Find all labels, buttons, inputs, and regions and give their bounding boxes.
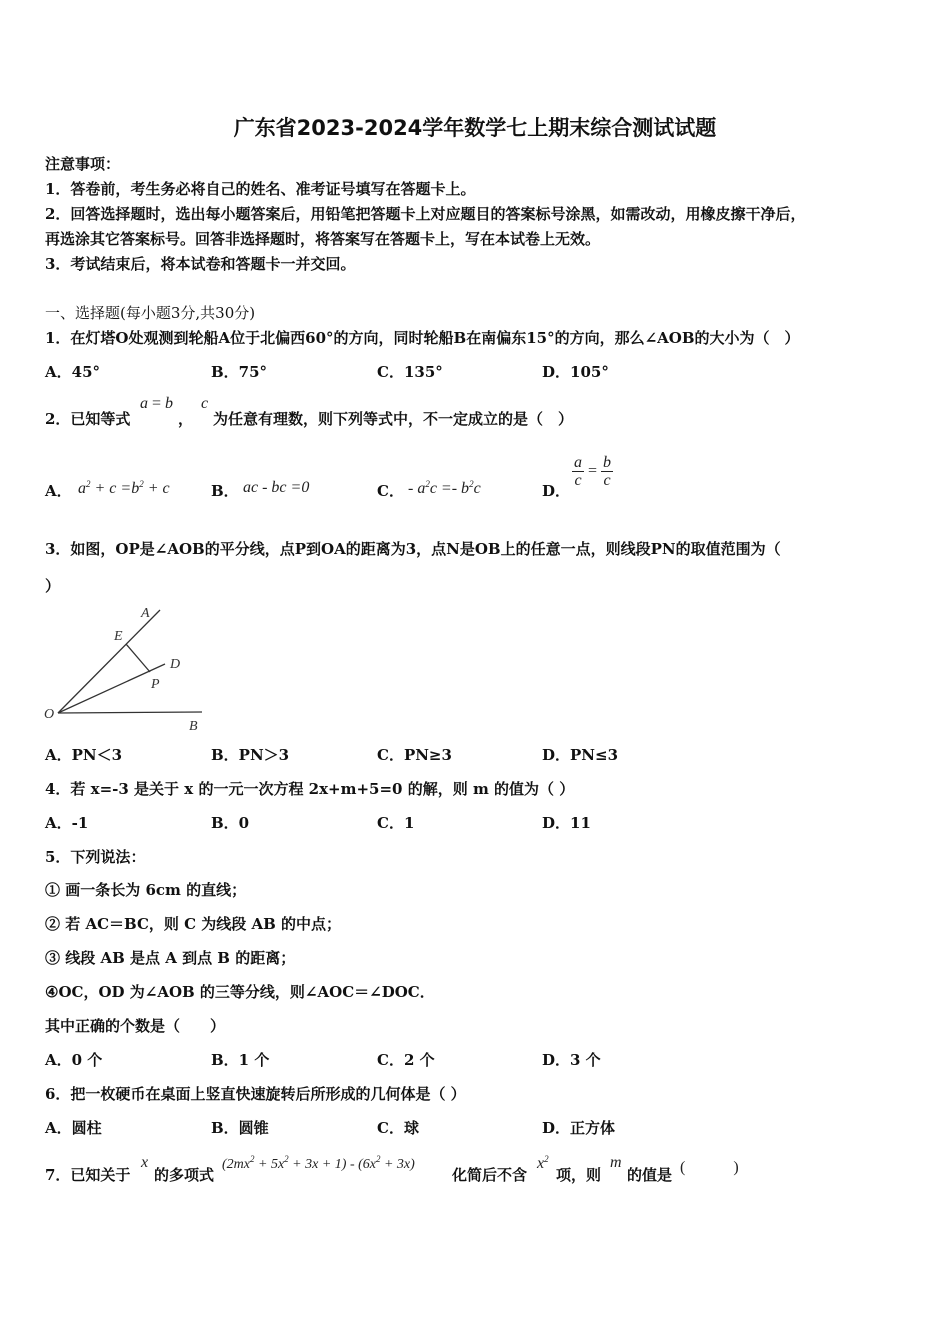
notice-item-1: 1．答卷前，考生务必将自己的姓名、准考证号填写在答题卡上。 bbox=[45, 180, 476, 198]
q4-option-b: B．0 bbox=[211, 814, 250, 832]
q7-x-squared: $x^2$ bbox=[537, 1154, 549, 1172]
label-b: B bbox=[189, 719, 198, 734]
q7-var-x: x bbox=[141, 1154, 149, 1171]
q7-answer-paren: ( ) bbox=[680, 1159, 739, 1176]
q2-var-c: c bbox=[201, 395, 209, 412]
q2-prefix: 2．已知等式 bbox=[45, 410, 131, 428]
q7-polynomial: $(2mx^2 + 5x^2 + 3x + 1) - (6x^2 + 3x)$ bbox=[222, 1154, 415, 1172]
q5-option-a: A．0 个 bbox=[45, 1051, 103, 1069]
page-title: 广东省2023-2024学年数学七上期末综合测试试题 bbox=[233, 116, 717, 140]
label-e: E bbox=[114, 629, 123, 644]
notice-item-2b: 再选涂其它答案标号。回答非选择题时，将答案写在答题卡上，写在本试卷上无效。 bbox=[45, 230, 601, 248]
q5-option-c: C．2 个 bbox=[377, 1051, 435, 1069]
q3-option-b: B．PN＞3 bbox=[211, 746, 290, 764]
q5-statement-3: ③ 线段 AB 是点 A 到点 B 的距离； bbox=[45, 949, 296, 967]
q1-option-c: C．135° bbox=[377, 363, 443, 381]
q6-option-c: C．球 bbox=[377, 1119, 419, 1137]
q4-stem: 4．若 x=-3 是关于 x 的一元一次方程 2x+m+5=0 的解，则 m 的值为（ ） bbox=[45, 780, 575, 798]
q4-option-a: A．-1 bbox=[45, 814, 89, 832]
q2-option-a: $a^2 + c =b^2 + c$ bbox=[78, 479, 170, 497]
q7-mid3: 项，则 bbox=[556, 1166, 602, 1184]
q1-stem: 1．在灯塔O处观测到轮船A位于北偏西60°的方向，同时轮船B在南偏东15°的方向，那么∠AOB的大小为（ ） bbox=[45, 329, 800, 347]
q4-option-c: C．1 bbox=[377, 814, 415, 832]
q4-option-d: D．11 bbox=[542, 814, 591, 832]
q2-comma: ， bbox=[178, 410, 194, 428]
q6-stem: 6．把一枚硬币在桌面上竖直快速旋转后所形成的几何体是（ ） bbox=[45, 1085, 466, 1103]
q2-suffix: 为任意有理数，则下列等式中，不一定成立的是（ ） bbox=[213, 410, 574, 428]
q3-option-c: C．PN≥3 bbox=[377, 746, 452, 764]
q2-label-b: B． bbox=[211, 482, 239, 500]
ray-oa bbox=[58, 610, 160, 713]
q5-statement-1: ① 画一条长为 6cm 的直线； bbox=[45, 881, 247, 899]
q2-option-b: ac - bc =0 bbox=[243, 479, 310, 496]
ray-ob bbox=[58, 712, 202, 713]
q7-prefix: 7．已知关于 bbox=[45, 1166, 131, 1184]
notice-item-3: 3．考试结束后，将本试卷和答题卡一并交回。 bbox=[45, 255, 356, 273]
label-o: O bbox=[44, 707, 55, 722]
q7-suffix: 的值是 bbox=[627, 1166, 673, 1184]
q6-option-b: B．圆锥 bbox=[211, 1119, 269, 1137]
q6-option-d: D．正方体 bbox=[542, 1119, 616, 1137]
q5-ask: 其中正确的个数是（ ） bbox=[45, 1017, 226, 1035]
label-a: A bbox=[141, 606, 150, 621]
q3-stem: 3．如图，OP是∠AOB的平分线，点P到OA的距离为3，点N是OB上的任意一点，则线段PN的取值范围为（ bbox=[45, 540, 781, 558]
q7-mid1: 的多项式 bbox=[154, 1166, 215, 1184]
q2-label-d: D． bbox=[542, 482, 571, 500]
q3-stem-end: ） bbox=[45, 577, 61, 595]
q2-equation: a = b bbox=[140, 395, 174, 412]
q5-statement-4: ④OC，OD 为∠AOB 的三等分线，则∠AOC＝∠DOC． bbox=[45, 983, 435, 1001]
segment-pe bbox=[126, 644, 150, 672]
q1-option-b: B．75° bbox=[211, 363, 268, 381]
section-heading: 一、选择题(每小题3分,共30分) bbox=[45, 304, 256, 322]
q5-stem: 5．下列说法： bbox=[45, 848, 146, 866]
q3-option-a: A．PN＜3 bbox=[45, 746, 123, 764]
label-p: P bbox=[151, 677, 160, 692]
q7-mid2: 化简后不含 bbox=[452, 1166, 528, 1184]
q6-option-a: A．圆柱 bbox=[45, 1119, 102, 1137]
q5-statement-2: ② 若 AC＝BC，则 C 为线段 AB 的中点； bbox=[45, 915, 342, 933]
q2-label-a: A． bbox=[45, 482, 72, 500]
q3-option-d: D．PN≤3 bbox=[542, 746, 619, 764]
q2-label-c: C． bbox=[377, 482, 404, 500]
q1-option-d: D．105° bbox=[542, 363, 609, 381]
q5-option-b: B．1 个 bbox=[211, 1051, 270, 1069]
q2-option-d: $\frac{a}{c}$ = $\frac{b}{c}$ bbox=[574, 454, 612, 489]
notice-heading: 注意事项： bbox=[45, 155, 121, 173]
label-d: D bbox=[170, 657, 181, 672]
q2-option-c: - $a^2c =- b^2c$ bbox=[408, 479, 481, 497]
notice-item-2: 2．回答选择题时，选出每小题答案后，用铅笔把答题卡上对应题目的答案标号涂黑，如需改动，用橡皮擦干净后， bbox=[45, 205, 806, 223]
q1-option-a: A．45° bbox=[45, 363, 101, 381]
q5-option-d: D．3 个 bbox=[542, 1051, 601, 1069]
q7-var-m: m bbox=[610, 1154, 622, 1171]
q3-angle-figure bbox=[40, 598, 215, 738]
